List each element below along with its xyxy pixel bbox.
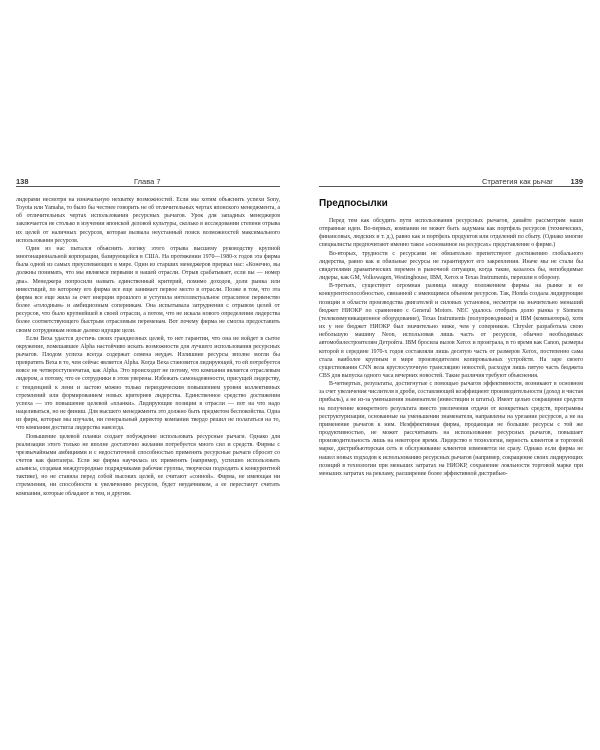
paragraph: Повышение целевой планки создает побуждение использовать ресурсные рычаги. Однако для реализации этого только не вполне достаточно желания потребуется много сил и средств. Фирмы с чрезвычайными амбициями и с недостаточной способностью применять ресурсные рычаги сбросят со счетов как фантазера. Если же фирма научилась их применять (например, успешно использовать альянсы, создавая междугородные подрядчиками рабочие группы, творчески подходить к конкурентной тактике), но не ставила перед собой высоких целей, ее считают «сонной». Фирма, не имеющая ни стремления, ни способности к увеличению ресурсов, будет неудачником, а ее перестанут считать компании, которые обладают и тем, и другим. bbox=[16, 433, 280, 497]
right-page-header bbox=[319, 176, 583, 190]
left-page bbox=[16, 176, 280, 736]
running-head: Стратегия как рычаг bbox=[482, 177, 553, 186]
right-page bbox=[319, 176, 583, 736]
paragraph: Во-вторых, трудности с ресурсами не обязательно препятствуют достижению глобального лидерства, равно как и обильные ресурсы не гарантируют его закрепления. Иначе мы не стали бы свидетелями драматических перемен в рыночной ситуации, когда такие, казалось бы, непобедимые лидеры, как GM, Volkswagen, Westinghouse, IBM, Xerox и Texas Instruments, перешли в оборону. bbox=[319, 250, 583, 282]
left-page-header bbox=[16, 176, 280, 190]
paragraph: Один из нас пытался объяснить логику этого отрыва высшему руководству крупной многонациональной корпорации, базирующейся в США. На протяжении 1970—1980-х годов эта фирма была одной из самых преуспевающих в мире. Один из старших менеджеров прервал нас: «Конечно, вы должны понимать, что мы являемся первыми в нашей отрасли. Отрыв срабатывает, если вы — номер два». Менеджера попросили назвать единственный критерий, помимо доходов, доли рынка или инвестиций, по которому его фирма все еще занимает первое место в отрасли. Позже в том, что эта фирма все еще жила за счет инерции прошлого и уступила интеллектуальное отраслевое первенство более «голодным» и амбициозным соперникам. Она испытывала затруднения с отрывом целей от ресурсов, что было крупнейшей в своей отрасли, а потом, что не искала нового определения лидерства более соответствующего быстрым отраслевым переменам. Вот почему фирма не смогла предоставить своим сотрудникам новые далеко идущие цели. bbox=[16, 245, 280, 334]
paragraph: Если Веха удастся достичь своих грандиозных целей, то нет гарантии, что она не войдет в сытое окружение, помешавшее Alpha настойчиво искать возможности для лучшего использования ресурсных рычагов. Плодом успеха всегда содержат семена неудач. Излишние ресурсы вполне могли бы превратить Веха в то, чем сейчас является Alpha. Когда Веха становится лидирующей, то ей потребуется вовсе не четвероступенчатая, как Alpha. Это происходит не потому, что компания является отраслевым лидером, а потому, что ее сотрудники в этом уверены. Избежать самонадеянности, присущей лидерству, с тенденцией к лени и застою можно только периодическим повышением уровня коллективных стремлений или формированием новых критериев лидерства. Единственное средство достижения успеха — это повышение целевой «планки». Лидирующие позиции в отрасли — пот на что надо нацеливаться, но не финиш. Для высшего менеджмента это должно быть предметом беспокойства. Одна из фирм, которые мы изучали, ни генеральный директор компании твердо решил не полагаться на то, что компания достигла лидерства навсегда. bbox=[16, 335, 280, 432]
paragraph: В-четвертых, результаты, достигнутые с помощью рычагов эффективности, возникают в основном за счет увеличения числителя в дроби, составляющей коэффициент производительности (доход и чистая прибыль), а не из-за уменьшения знаменателя (инвестиции и штаты). Имеет целью сокращение средств на получение конкретного результата вместо увеличения отдачи от конкретных средств, программы реструктуризации, основанные на уменьшении знаменателя, направлены на урезание ресурсов, а не на применение рычагов к ним. Неэффективная фирма, продающая не большие ресурсы с той же продуктивностью, не может рассчитывать на использование ресурсных рычагов, повышает производительность лишь на некоторое время. Лидерство в технологии, верность клиентов и торговой марке, дистрибьюторская сеть и обслуживание клиентов изменяется не сразу. Однако если фирма не нашел новых подходов к использованию ресурсных рычагов (например, сокращение своих лидирующих позиций в технологии при меньших затратах на НИОКР, сохранение лояльности торговой марке при меньших затратах на рекламу, расширение более эффективной дистрибью- bbox=[319, 381, 583, 477]
running-head: Глава 7 bbox=[134, 177, 161, 186]
header-rule bbox=[16, 186, 280, 187]
section-title: Предпосылки bbox=[319, 198, 388, 209]
paragraph: Перед тем как обсудить пути использования ресурсных рычагов, давайте рассмотрим наши отправные идеи. Во-первых, компании не может быть задумана как портфель ресурсов (технических, финансовых, людских и т. д.), равно как и портфель продуктов или отделений по сбыту. (Однако многие специалисты предпочитают именно такое «основанное на ресурсах» представление о фирме.) bbox=[319, 218, 583, 249]
page-number: 138 bbox=[16, 177, 29, 186]
paragraph: В-третьих, существует огромная разница между положением фирмы на рынке и ее конкурентоспособностью, связанной с имеющимся объемом ресурсов. Так, Honda создала лидирующие позиции в области производства двигателей и силовых установок, несмотря на значительно меньший бюджет НИОКР по сравнению с General Motors. NEC удалось отобрать долю рынка у Siemens (телекоммуникационное оборудование), Texas Instruments (полупроводники) и IBM (компьютеры), хотя их у нее бюджет НИОКР был значительно ниже, чем у соперников. Chrysler разработала свою небольшую машину Neon, использовав лишь часть от ресурсов, обычно необходимых автомобилестроителям Детройта. IBM бросила вызов Xerox и проиграла, в то время как Canon, размеры которой в середине 1970-х годов составляли лишь десятую часть от размеров Xerox, постепенно сама стала наиболее крупным в мире производителем копировальных устройств. На заре своего существования CNN вела круглосуточную трансляцию новостей, расходуя лишь пятую часть бюджета CBS для выпуска одного часа вечерних новостей. Такие различия требуют объяснения. bbox=[319, 283, 583, 379]
page-number: 139 bbox=[570, 177, 583, 186]
paragraph: лидерами несмотря на изначальную нехватку возможностей. Если мы хотим объяснить успехи Sony, Toyota или Yamaha, то было бы честнее говорить не об отличительных чертах японского менеджмента, а об отличительных чертах использования ресурсных рычагов. Урок для западных менеджеров заключается не столько в изучении японской деловой культуры, сколько в исследовании степени отрыва их целей от наличных ресурсов, которая вызвала неустанный поиск возможностей максимального использования ресурсов. bbox=[16, 197, 280, 244]
header-rule bbox=[319, 186, 583, 187]
